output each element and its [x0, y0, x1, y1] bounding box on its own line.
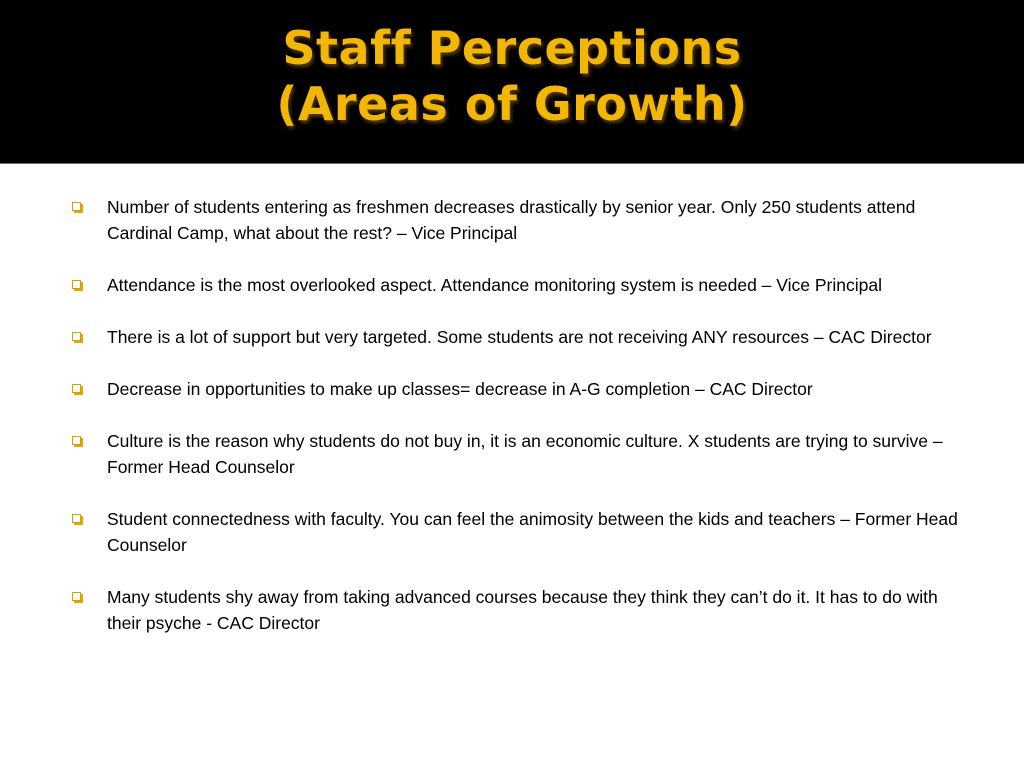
hollow-square-bullet-icon [72, 592, 81, 601]
bullet-text: Decrease in opportunities to make up classes= decrease in A-G completion – CAC Director [107, 379, 813, 399]
bullet-item [72, 194, 972, 246]
bullet-item [72, 428, 972, 480]
hollow-square-bullet-icon [72, 202, 81, 211]
bullet-text: Many students shy away from taking advanced courses because they think they can’t do it. It has to do with their psyche - CAC Director [107, 587, 938, 633]
bullet-text: Culture is the reason why students do not buy in, it is an economic culture. X students are trying to survive – Former Head Counselor [107, 431, 943, 477]
hollow-square-bullet-icon [72, 332, 81, 341]
bullet-text: Student connectedness with faculty. You can feel the animosity between the kids and teachers – Former Head Counselor [107, 509, 958, 555]
hollow-square-bullet-icon [72, 384, 81, 393]
title-banner [0, 0, 1024, 158]
bullet-list [72, 194, 972, 662]
bullet-item [72, 324, 972, 350]
hollow-square-bullet-icon [72, 436, 81, 445]
bullet-item [72, 506, 972, 558]
bullet-item [72, 584, 972, 636]
hollow-square-bullet-icon [72, 280, 81, 289]
title-banner-rule [0, 158, 1024, 164]
hollow-square-bullet-icon [72, 514, 81, 523]
bullet-text: Attendance is the most overlooked aspect. Attendance monitoring system is needed – Vice Principal [107, 275, 882, 295]
bullet-text: There is a lot of support but very targeted. Some students are not receiving ANY resources – CAC Director [107, 327, 932, 347]
bullet-item [72, 272, 972, 298]
bullet-text: Number of students entering as freshmen decreases drastically by senior year. Only 250 students attend Cardinal Camp, what about the rest? – Vice Principal [107, 197, 916, 243]
slide-title-line-2: (Areas of Growth) [276, 77, 748, 131]
slide-title [0, 20, 1024, 132]
bullet-item [72, 376, 972, 402]
slide-title-line-1: Staff Perceptions [282, 21, 742, 75]
